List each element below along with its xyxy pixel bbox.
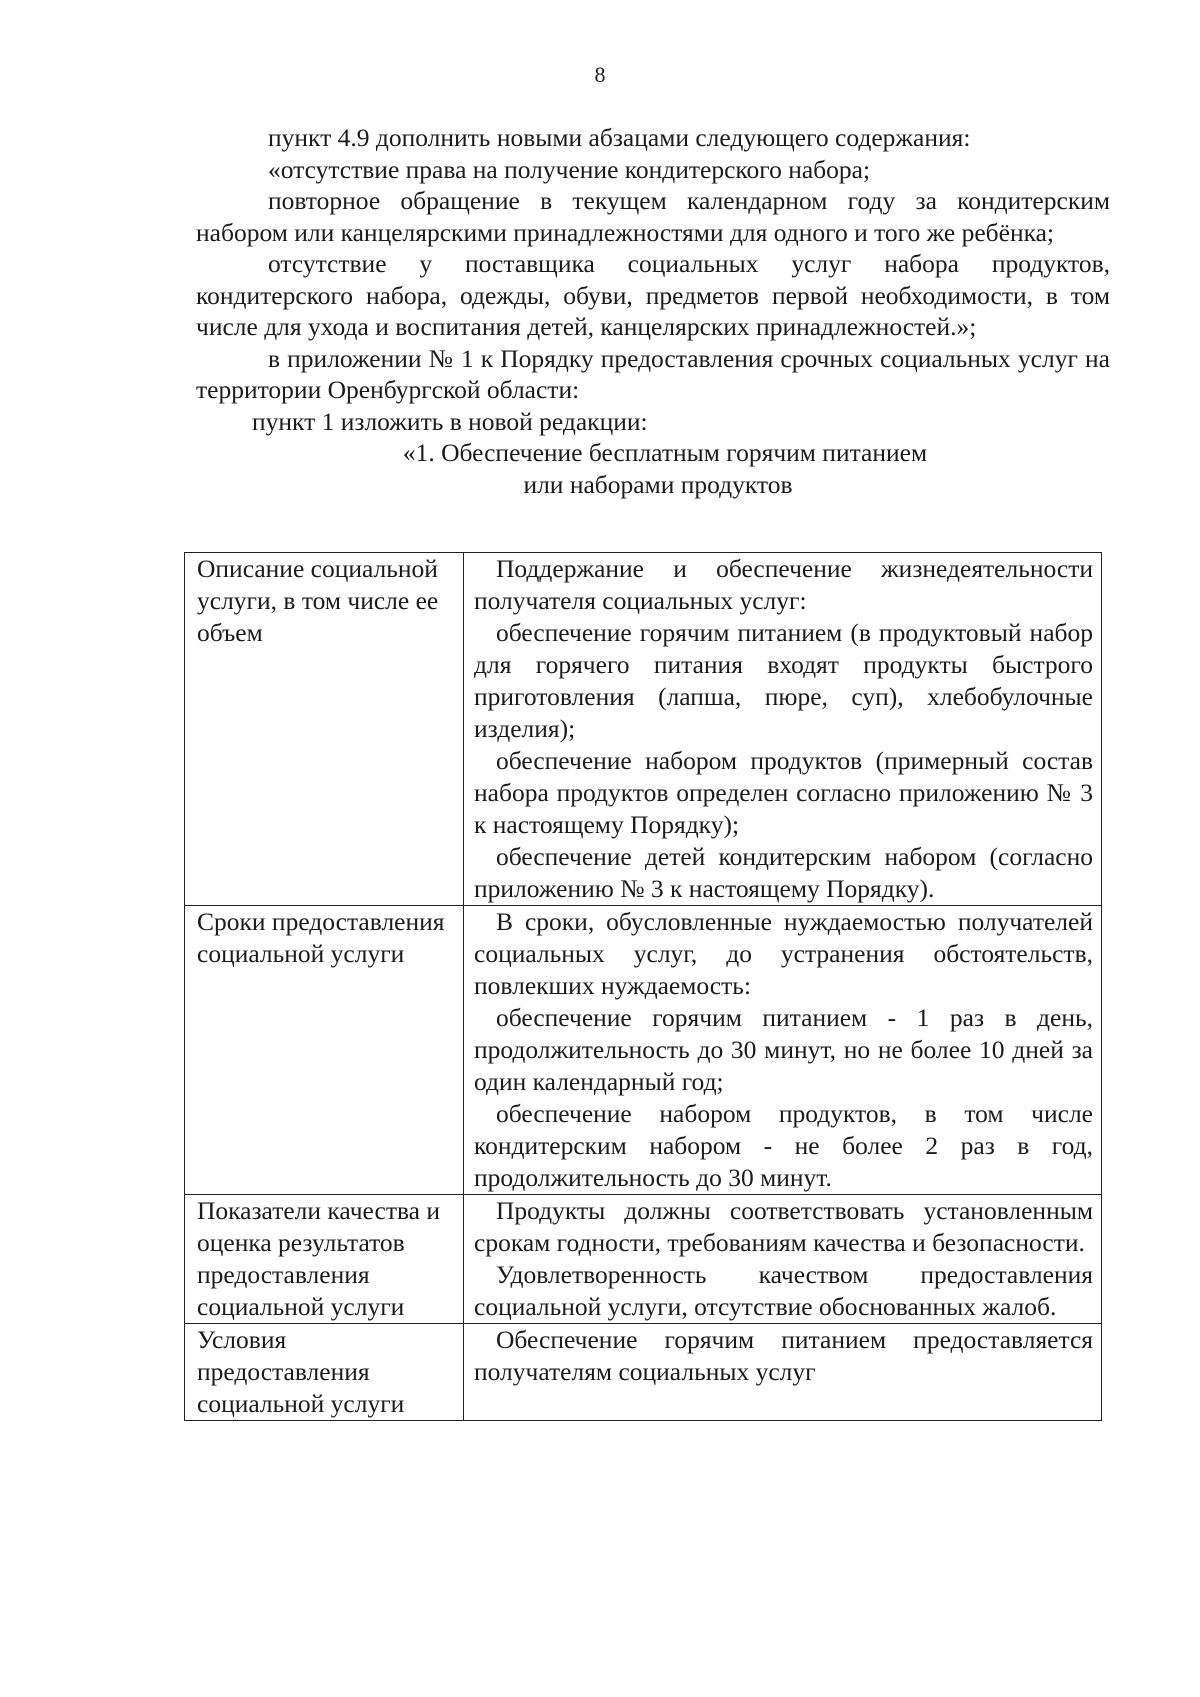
table-row xyxy=(185,1195,1102,1324)
row-paragraph: Продукты должны соответствовать установленным срокам годности, требованиям качества и безопасности. xyxy=(474,1196,1093,1257)
row-label: Условия предоставления социальной услуги xyxy=(185,1324,464,1421)
row-paragraph: обеспечение горячим питанием (в продуктовый набор для горячего питания входят продукты быстрого приготовления (лапша, пюре, суп), хлебобулочные изделия); xyxy=(474,618,1093,743)
section-heading xyxy=(196,437,1110,500)
table-row xyxy=(185,906,1102,1195)
page-number: 8 xyxy=(594,62,606,87)
row-paragraph: Обеспечение горячим питанием предоставляется получателям социальных услуг xyxy=(474,1325,1093,1386)
intro-paragraph: пункт 1 изложить в новой редакции: xyxy=(252,406,648,436)
row-content xyxy=(464,553,1102,906)
row-label: Описание социальной услуги, в том числе ее объем xyxy=(185,553,464,906)
row-paragraph: обеспечение горячим питанием - 1 раз в день, продолжительность до 30 минут, но не более 10 дней за один календарный год; xyxy=(474,1003,1093,1096)
row-content xyxy=(464,1195,1102,1324)
table-row xyxy=(185,1324,1102,1421)
section-heading-line: «1. Обеспечение бесплатным горячим питанием xyxy=(402,438,928,467)
intro-paragraph: повторное обращение в текущем календарном году за кондитерским набором или канцелярскими принадлежностями для одного и того же ребёнка; xyxy=(196,186,1110,247)
intro-paragraph: «отсутствие права на получение кондитерского набора; xyxy=(268,154,871,184)
row-paragraph: В сроки, обусловленные нуждаемостью получателей социальных услуг, до устранения обстоятельств, повлекших нуждаемость: xyxy=(474,907,1093,1000)
service-table xyxy=(184,552,1102,1421)
row-label: Сроки предоставления социальной услуги xyxy=(185,906,464,1195)
row-paragraph: обеспечение набором продуктов, в том числе кондитерским набором - не более 2 раз в год, продолжительность до 30 минут. xyxy=(474,1099,1093,1192)
row-paragraph: Удовлетворенность качеством предоставления социальной услуги, отсутствие обоснованных жалоб. xyxy=(474,1260,1093,1321)
intro-paragraph: отсутствие у поставщика социальных услуг набора продуктов, кондитерского набора, одежды, обуви, предметов первой необходимости, в том числе для ухода и воспитания детей, канцелярских принадлежностей.»; xyxy=(196,249,1110,341)
table-row xyxy=(185,553,1102,906)
intro-paragraph: в приложении № 1 к Порядку предоставления срочных социальных услуг на территории Оренбургской области: xyxy=(196,343,1110,404)
row-content xyxy=(464,1324,1102,1421)
row-content xyxy=(464,906,1102,1195)
intro-paragraph: пункт 4.9 дополнить новыми абзацами следующего содержания: xyxy=(268,123,971,152)
row-paragraph: обеспечение детей кондитерским набором (согласно приложению № 3 к настоящему Порядку). xyxy=(474,842,1093,903)
section-heading-line: или наборами продуктов xyxy=(523,469,793,499)
row-paragraph: Поддержание и обеспечение жизнедеятельности получателя социальных услуг: xyxy=(474,554,1093,615)
row-paragraph: обеспечение набором продуктов (примерный состав набора продуктов определен согласно приложению № 3 к настоящему Порядку); xyxy=(474,746,1093,839)
intro-text xyxy=(196,122,1110,500)
row-label: Показатели качества и оценка результатов предоставления социальной услуги xyxy=(185,1195,464,1324)
